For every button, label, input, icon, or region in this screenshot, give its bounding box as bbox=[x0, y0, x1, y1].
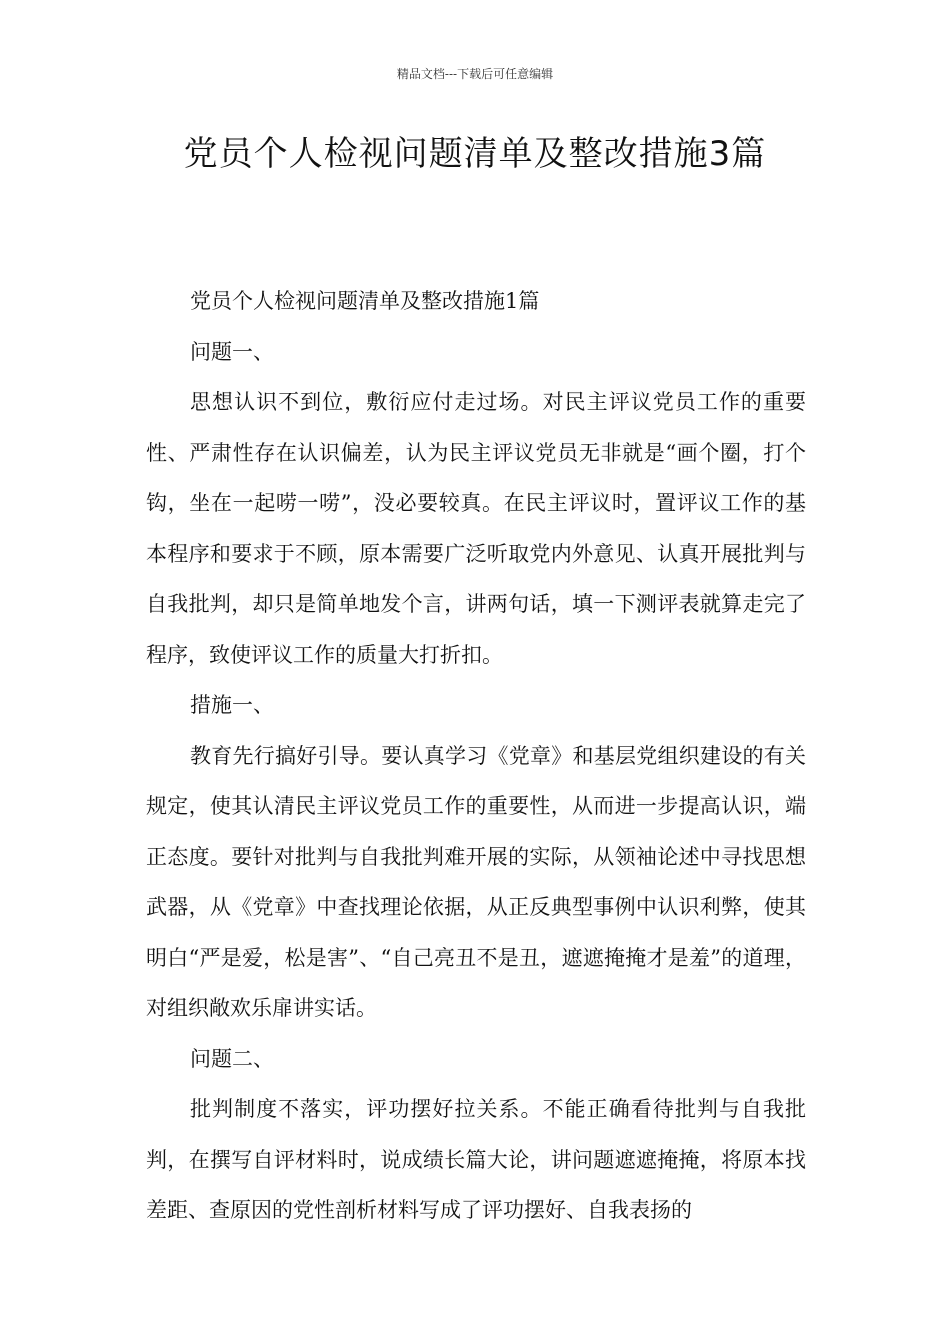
problem-paragraph-1: 思想认识不到位，敷衍应付走过场。对民主评议党员工作的重要性、严肃性存在认识偏差，认为民主评议党员无非就是“画个圈，打个钩，坐在一起唠一唠”，没必要较真。在民主评议时，置评议工作的基本程序和要求于不顾，原本需要广泛听取党内外意见、认真开展批判与自我批判，却只是简单地发个言，讲两句话，填一下测评表就算走完了程序，致使评议工作的质量大打折扣。 bbox=[146, 390, 806, 667]
document-body bbox=[146, 276, 806, 1236]
problem-paragraph-2: 批判制度不落实，评功摆好拉关系。不能正确看待批判与自我批判，在撰写自评材料时，说成绩长篇大论，讲问题遮遮掩掩，将原本找差距、查原因的党性剖析材料写成了评功摆好、自我表扬的 bbox=[146, 1097, 806, 1222]
problem-heading-2: 问题二、 bbox=[190, 1046, 274, 1071]
measure-heading-1: 措施一、 bbox=[190, 693, 274, 717]
section-subtitle: 党员个人检视问题清单及整改措施1篇 bbox=[190, 289, 540, 313]
document-title: 党员个人检视问题清单及整改措施3篇 bbox=[183, 134, 767, 174]
header-note: 精品文档---下载后可任意编辑 bbox=[396, 67, 554, 81]
measure-paragraph-1: 教育先行搞好引导。要认真学习《党章》和基层党组织建设的有关规定，使其认清民主评议党员工作的重要性，从而进一步提高认识，端正态度。要针对批判与自我批判难开展的实际，从领袖论述中寻找思想武器，从《党章》中查找理论依据，从正反典型事例中认识利弊，使其明白“严是爱，松是害”、“自己亮丑不是丑，遮遮掩掩才是羞”的道理，对组织敞欢乐扉讲实话。 bbox=[146, 743, 806, 1020]
problem-heading-1: 问题一、 bbox=[190, 339, 274, 364]
